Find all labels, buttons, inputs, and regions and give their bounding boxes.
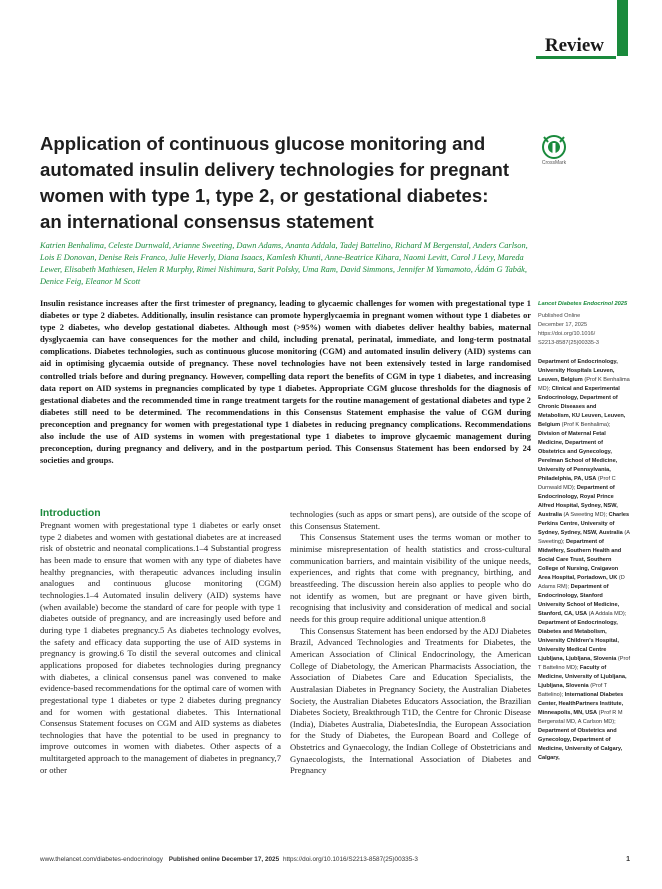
section-label: Review bbox=[544, 35, 604, 56]
affiliation-text: Faculty of Medicine, University of Ljubljana, Ljubljana, Slovenia bbox=[538, 665, 627, 689]
affiliation-author: (A Sweeting MD); bbox=[563, 512, 608, 518]
journal-header bbox=[0, 0, 662, 58]
affiliation-text: Department of Endocrinology, Royal Prince Alfred Hospital, Sydney, NSW, Australia bbox=[538, 485, 618, 518]
affiliation-text: Clinical and Experimental Endocrinology, Department of Chronic Diseases and Metabolism, KU Leuven, Leuven, Belgium bbox=[538, 386, 626, 428]
body-paragraph: technologies (such as apps or smart pens), are outside of the scope of this Consensus Statement. bbox=[290, 509, 531, 531]
page-number: 1 bbox=[626, 856, 630, 863]
doi-link-line1[interactable]: https://doi.org/10.1016/ bbox=[538, 331, 596, 337]
affiliation-text: Department of Endocrinology, Stanford University School of Medicine, Stanford, CA, USA bbox=[538, 584, 620, 617]
affiliation-text: Charles Perkins Centre, University of Sydney, Sydney, NSW, Australia bbox=[538, 512, 630, 536]
publication-info bbox=[538, 312, 630, 348]
affiliation-author: (A Addala MD); bbox=[588, 611, 627, 617]
affiliation-text: International Diabetes Center, HealthPartners Institute, Minneapolis, MN, USA bbox=[538, 692, 624, 716]
footer-published: Published online December 17, 2025 bbox=[168, 856, 280, 863]
journal-url[interactable]: www.thelancet.com/diabetes-endocrinology bbox=[40, 856, 163, 863]
affiliation-text: Department of Obstetrics and Gynecology, Department of Medicine, University of Calgary, Calgary, bbox=[538, 728, 623, 761]
footer-doi[interactable]: https://doi.org/10.1016/S2213-8587(25)00335-3 bbox=[282, 856, 418, 863]
body-paragraph: This Consensus Statement uses the terms woman or mother to minimise misrepresentation of health statistics and cross-cultural communication barriers, and maintain visibility of the unique needs, experiences, and rights that come with pregnancy, birthing, and breastfeeding. The discussion herein also applies to people who do not identify as women, but are pregnant or have given birth, recognising that inclusivity and consideration of medical and social needs for this group require additional unique attention.8 bbox=[290, 532, 531, 624]
affiliation-author: (A Sweeting); bbox=[538, 530, 630, 545]
body-column-right bbox=[290, 509, 531, 777]
affiliation-author: (Prof K Benhalima MD); bbox=[538, 377, 630, 392]
body-paragraph: This Consensus Statement has been endorsed by the ADJ Diabetes Brazil, Advanced Technologies and Treatments for Diabetes, the American Association of Clinical Endocrinology, the American College of Diabetology, the American Pharmacists Association, the Association of Diabetes Care and Education Specialists, the Australasian Diabetes in Pregnancy Society, the Australian Diabetes Society, the Australian Diabetes Educators Association, the Brazilian Diabetes Society, Breakthrough T1D, the Centre for Chronic Disease (India), Diabetes Australia, DiabetesIndia, the European Association for the Study of Diabetes, the European Board and College of Obstetrics and Gynaecology, the Indian College of Obstetricians and Gynaecologists, the International Association of Diabetes and Pregnancy bbox=[290, 625, 531, 776]
affiliation-author: (D Adams RM); bbox=[538, 575, 625, 590]
page-footer bbox=[40, 856, 630, 863]
article-title: Application of continuous glucose monitoring and automated insulin delivery technologies for pregnant women with type 1, type 2, or gestational diabetes: an international consensus statement bbox=[40, 133, 510, 232]
published-label: Published Online bbox=[538, 313, 581, 319]
affiliation-text: Department of Endocrinology, Diabetes and Metabolism, University Children's Hospital, University Medical Centre Ljubljana, Ljubljana, Slovenia bbox=[538, 620, 619, 662]
affiliation-text: Department of Midwifery, Southern Health and Social Care Trust, Southern College of Nursing, Craigavon Area Hospital, Portadown, UK bbox=[538, 539, 622, 581]
published-date: December 17, 2025 bbox=[538, 322, 588, 328]
affiliation-text: Department of Endocrinology, University Hospitals Leuven, Leuven, Belgium bbox=[538, 359, 618, 383]
body-paragraph: Pregnant women with pregestational type 1 diabetes or early onset type 2 diabetes and women with gestational diabetes are at increased risk of obstetric and neonatal complications.1–4 Substantial progress has been made to ensure that women with any type of diabetes have healthy pregnancies, with therapeutic advances including insulin analogues and continuous glucose monitoring (CGM) technologies.1–4 Automated insulin delivery (AID) systems have (when available) become the standard of care for people with type 1 diabetes outside of pregnancy, and are increasingly used before and during type 1 diabetes pregnancy.5 As diabetes technology evolves, the safety and efficacy data supporting the use of AID systems in pregnancy is growing.6 To distil the several outcomes and clinical applications proposed for diabetes technologies during pregnancy with diabetes, a clinical consensus panel was convened to make evidence-based recommendations for the optimal care of women with pregestational type 1 diabetes or type 2 diabetes during pregnancy and for women with gestational diabetes. This International Consensus Statement focuses on CGM and AID systems as diabetes technologies that have the potential to be used in pregnancy to improve outcomes in women with diabetes. Other aspects of a multitargeted approach to the management of diabetes in pregnancy,7 or other bbox=[40, 520, 281, 775]
doi-link-line2[interactable]: S2213-8587(25)00335-3 bbox=[538, 340, 599, 346]
affiliations bbox=[538, 358, 630, 763]
body-column-left bbox=[40, 520, 281, 776]
journal-citation: Lancet Diabetes Endocrinol 2025 bbox=[538, 301, 628, 307]
affiliation-author: (Prof R M Bergenstal MD, A Carlson MD); bbox=[538, 710, 623, 725]
author-list: Katrien Benhalima, Celeste Durnwald, Arianne Sweeting, Dawn Adams, Ananta Addala, Tadej Battelino, Richard M Bergenstal, Anders Carlson, Lois E Donovan, Denise Reis Franco, Julie Heverly, Diana Isaacs, Kamlesh Khunti, Anne-Beatrice Kihara, Naomi Levitt, Carol J Levy, Mareda Lewer, Elisabeth Mathiesen, Helen R Murphy, Rimei Nishimura, Sarit Polsky, Uma Ram, David Simmons, Jennifer M Yamamoto, Ádám G Tabák, Denice Feig, Eleanor M Scott bbox=[40, 241, 528, 287]
sidebar bbox=[538, 300, 630, 763]
abstract: Insulin resistance increases after the first trimester of pregnancy, leading to glycaemic challenges for women with pregestational type 1 diabetes or type 2 diabetes. Additionally, insulin resistance can promote hyperglycaemia in pregnant women without type 1 diabetes or type 2 diabetes, who develop gestational diabetes. Although most (>95%) women with diabetes deliver healthy babies, maternal dysglycaemia can have consequences for the mother and child, including prenatal, perinatal, immediate, and long-term postnatal complications. Diabetes technologies, such as continuous glucose monitoring (CGM) and automated insulin delivery (AID) systems can aid in optimising glycaemia outside of pregnancy. These novel technologies have not been extensively tested in large randomised controlled trials before and during pregnancy. However, compelling data report the benefits of CGM in type 1 diabetes, and increasing data report on AID systems in pregnancies complicated by type 1 diabetes. Appropriate CGM glucose thresholds for the diagnosis of gestational diabetes and the recommended time in range treatment targets for the routine management of gestational diabetes and type 2 diabetes still need to be determined. The recommendations in this Consensus Statement emphasise the value of CGM during preconception and pregnancy for women with pregestational type 1 diabetes in reducing pregnancy complications. Recommendations also include the use of AID systems in women with pregestational type 1 diabetes to improve glycaemic management during preconception, during pregnancy and delivery, and in the postpartum period. This Consensus Statement has been endorsed by 24 societies and groups. bbox=[40, 299, 531, 466]
accent-bar bbox=[617, 0, 628, 56]
affiliation-author: (Prof K Benhalima); bbox=[561, 422, 611, 428]
header-rule bbox=[536, 56, 616, 59]
affiliation-text: Division of Maternal Fetal Medicine, Department of Obstetrics and Gynecology, Perelman School of Medicine, University of Pennsylvania, Philadelphia, PA, USA bbox=[538, 431, 618, 482]
affiliation-author: (Prof C Durnwald MD); bbox=[538, 476, 616, 491]
section-heading-introduction: Introduction bbox=[40, 508, 101, 519]
affiliation-author: (Prof T Battelino MD); bbox=[538, 656, 631, 671]
crossmark-label: CrossMark bbox=[541, 160, 567, 166]
affiliation-author: (Prof T Battelino); bbox=[538, 683, 608, 698]
